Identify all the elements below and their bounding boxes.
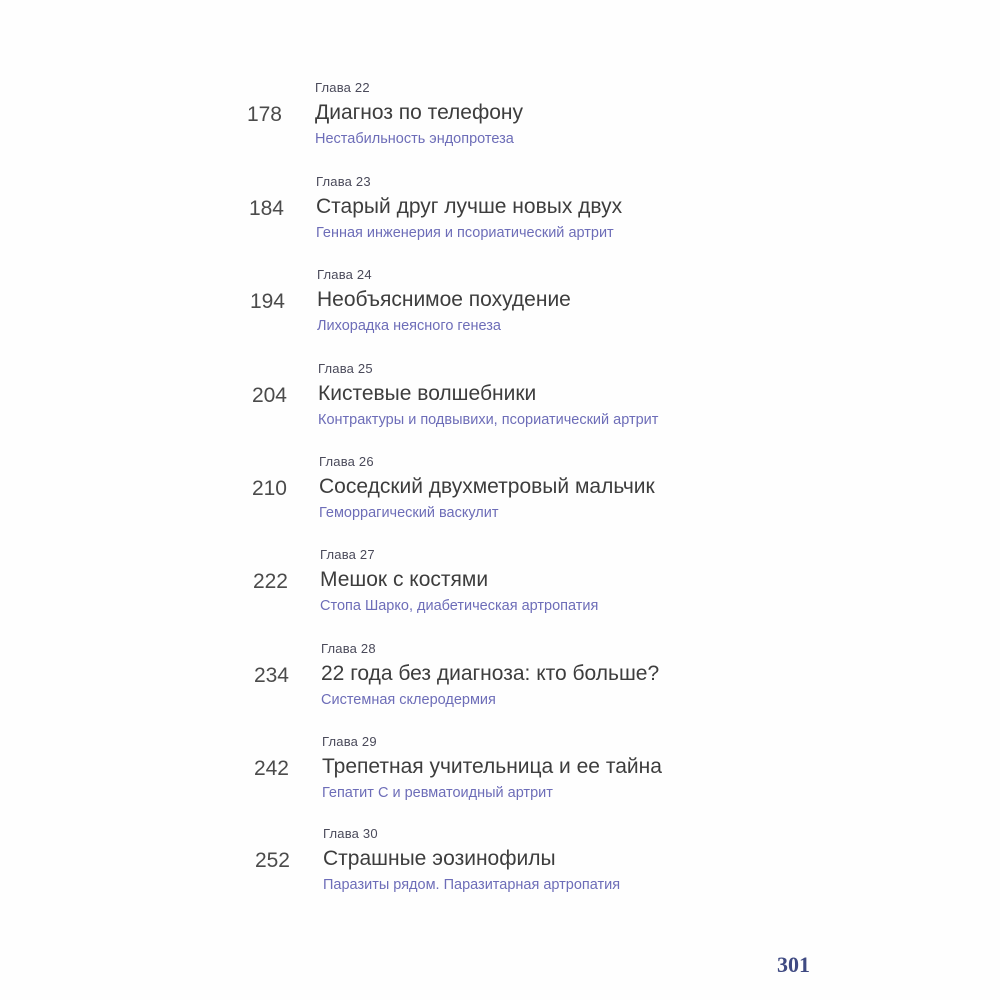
chapter-label: Глава 30 xyxy=(323,826,378,841)
toc-entry xyxy=(0,734,1000,814)
chapter-subtitle: Генная инженерия и псориатический артрит xyxy=(316,225,614,241)
chapter-subtitle: Гепатит С и ревматоидный артрит xyxy=(322,785,553,801)
chapter-title: Необъяснимое похудение xyxy=(317,288,571,311)
toc-entry xyxy=(0,80,1000,160)
chapter-label: Глава 29 xyxy=(322,734,377,749)
chapter-subtitle: Лихорадка неясного генеза xyxy=(317,318,501,334)
chapter-label: Глава 26 xyxy=(319,454,374,469)
chapter-label: Глава 28 xyxy=(321,641,376,656)
chapter-title: Соседский двухметровый мальчик xyxy=(319,475,655,498)
chapter-title: 22 года без диагноза: кто больше? xyxy=(321,662,660,685)
toc-entry xyxy=(0,267,1000,347)
chapter-title: Трепетная учительница и ее тайна xyxy=(322,755,662,778)
page-number: 210 xyxy=(251,477,287,500)
chapter-subtitle: Геморрагический васкулит xyxy=(319,505,499,521)
page-folio: 301 xyxy=(777,952,810,977)
chapter-label: Глава 25 xyxy=(318,361,373,376)
toc-entry xyxy=(0,361,1000,441)
chapter-label: Глава 22 xyxy=(315,80,370,95)
page-number: 204 xyxy=(251,384,287,407)
page-number: 178 xyxy=(246,103,282,126)
chapter-subtitle: Контрактуры и подвывихи, псориатический артрит xyxy=(318,412,659,428)
chapter-title: Страшные эозинофилы xyxy=(323,847,556,870)
toc-entry xyxy=(0,826,1000,906)
toc-entry xyxy=(0,547,1000,627)
chapter-subtitle: Стопа Шарко, диабетическая артропатия xyxy=(320,598,599,614)
page-number: 252 xyxy=(254,849,290,872)
chapter-label: Глава 23 xyxy=(316,174,371,189)
chapter-subtitle: Нестабильность эндопротеза xyxy=(315,131,514,147)
chapter-subtitle: Системная склеродермия xyxy=(321,692,496,708)
chapter-label: Глава 24 xyxy=(317,267,372,282)
chapter-label: Глава 27 xyxy=(320,547,375,562)
chapter-title: Кистевые волшебники xyxy=(318,382,537,405)
chapter-title: Диагноз по телефону xyxy=(315,101,524,124)
page-number: 194 xyxy=(249,290,285,313)
chapter-title: Старый друг лучше новых двух xyxy=(316,195,623,218)
page-number: 222 xyxy=(252,570,288,593)
chapter-subtitle: Паразиты рядом. Паразитарная артропатия xyxy=(323,877,621,893)
page-number: 234 xyxy=(253,664,289,687)
toc-entry xyxy=(0,454,1000,534)
toc-entry xyxy=(0,174,1000,254)
page-number: 242 xyxy=(253,757,289,780)
toc-entry xyxy=(0,641,1000,721)
chapter-title: Мешок с костями xyxy=(320,568,489,591)
page-number: 184 xyxy=(248,197,284,220)
